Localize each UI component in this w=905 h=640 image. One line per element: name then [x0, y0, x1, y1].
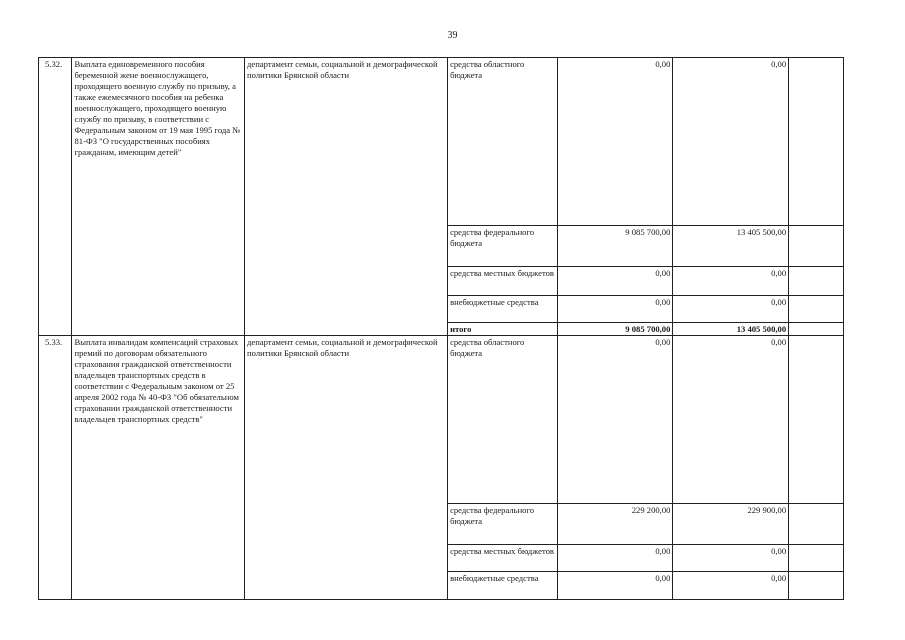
value-cell: 0,00: [673, 336, 789, 504]
value-cell: 0,00: [557, 267, 673, 296]
row-executor: департамент семьи, социальной и демографической политики Брянской области: [245, 336, 448, 600]
value-cell: 0,00: [673, 545, 789, 572]
total-value: 13 405 500,00: [673, 323, 789, 336]
table-row: [39, 336, 844, 504]
row-number: 5.33.: [39, 336, 72, 600]
value-cell: 0,00: [557, 58, 673, 226]
table-row: [39, 58, 844, 226]
empty-cell: [789, 296, 844, 323]
source-label: средства областного бюджета: [448, 58, 558, 226]
empty-cell: [789, 323, 844, 336]
value-cell: 0,00: [673, 58, 789, 226]
empty-cell: [789, 572, 844, 600]
value-cell: 0,00: [557, 572, 673, 600]
value-cell: 0,00: [673, 267, 789, 296]
row-executor: департамент семьи, социальной и демографической политики Брянской области: [245, 58, 448, 336]
source-label: внебюджетные средства: [448, 296, 558, 323]
source-label: внебюджетные средства: [448, 572, 558, 600]
value-cell: 229 900,00: [673, 504, 789, 545]
source-label: средства федерального бюджета: [448, 226, 558, 267]
value-cell: 229 200,00: [557, 504, 673, 545]
row-description: Выплата инвалидам компенсаций страховых премий по договорам обязательного страхования гражданской ответственности владельцев транспортных средств в соответствии с Федеральным законом от 25 апреля 2002 года № 40-ФЗ "Об обязательном страховании гражданской ответственности владельцев транспортных средств": [72, 336, 245, 600]
page-number: 39: [447, 30, 458, 41]
budget-table: [38, 57, 844, 600]
source-label: средства федерального бюджета: [448, 504, 558, 545]
empty-cell: [789, 226, 844, 267]
value-cell: 0,00: [557, 545, 673, 572]
source-label: средства местных бюджетов: [448, 545, 558, 572]
value-cell: 0,00: [557, 336, 673, 504]
value-cell: 0,00: [673, 296, 789, 323]
empty-cell: [789, 267, 844, 296]
value-cell: 13 405 500,00: [673, 226, 789, 267]
empty-cell: [789, 58, 844, 226]
source-label: средства местных бюджетов: [448, 267, 558, 296]
row-description: Выплата единовременного пособия беременной жене военнослужащего, проходящего военную службу по призыву, а также ежемесячного пособия на ребенка военнослужащего, проходящего военную службу по призыву, в соответствии с Федеральным законом от 19 мая 1995 года № 81-ФЗ "О государственных пособиях гражданам, имеющим детей": [72, 58, 245, 336]
source-label: средства областного бюджета: [448, 336, 558, 504]
empty-cell: [789, 545, 844, 572]
value-cell: 9 085 700,00: [557, 226, 673, 267]
value-cell: 0,00: [557, 296, 673, 323]
total-label: итого: [448, 323, 558, 336]
empty-cell: [789, 504, 844, 545]
total-value: 9 085 700,00: [557, 323, 673, 336]
value-cell: 0,00: [673, 572, 789, 600]
row-number: 5.32.: [39, 58, 72, 336]
empty-cell: [789, 336, 844, 504]
